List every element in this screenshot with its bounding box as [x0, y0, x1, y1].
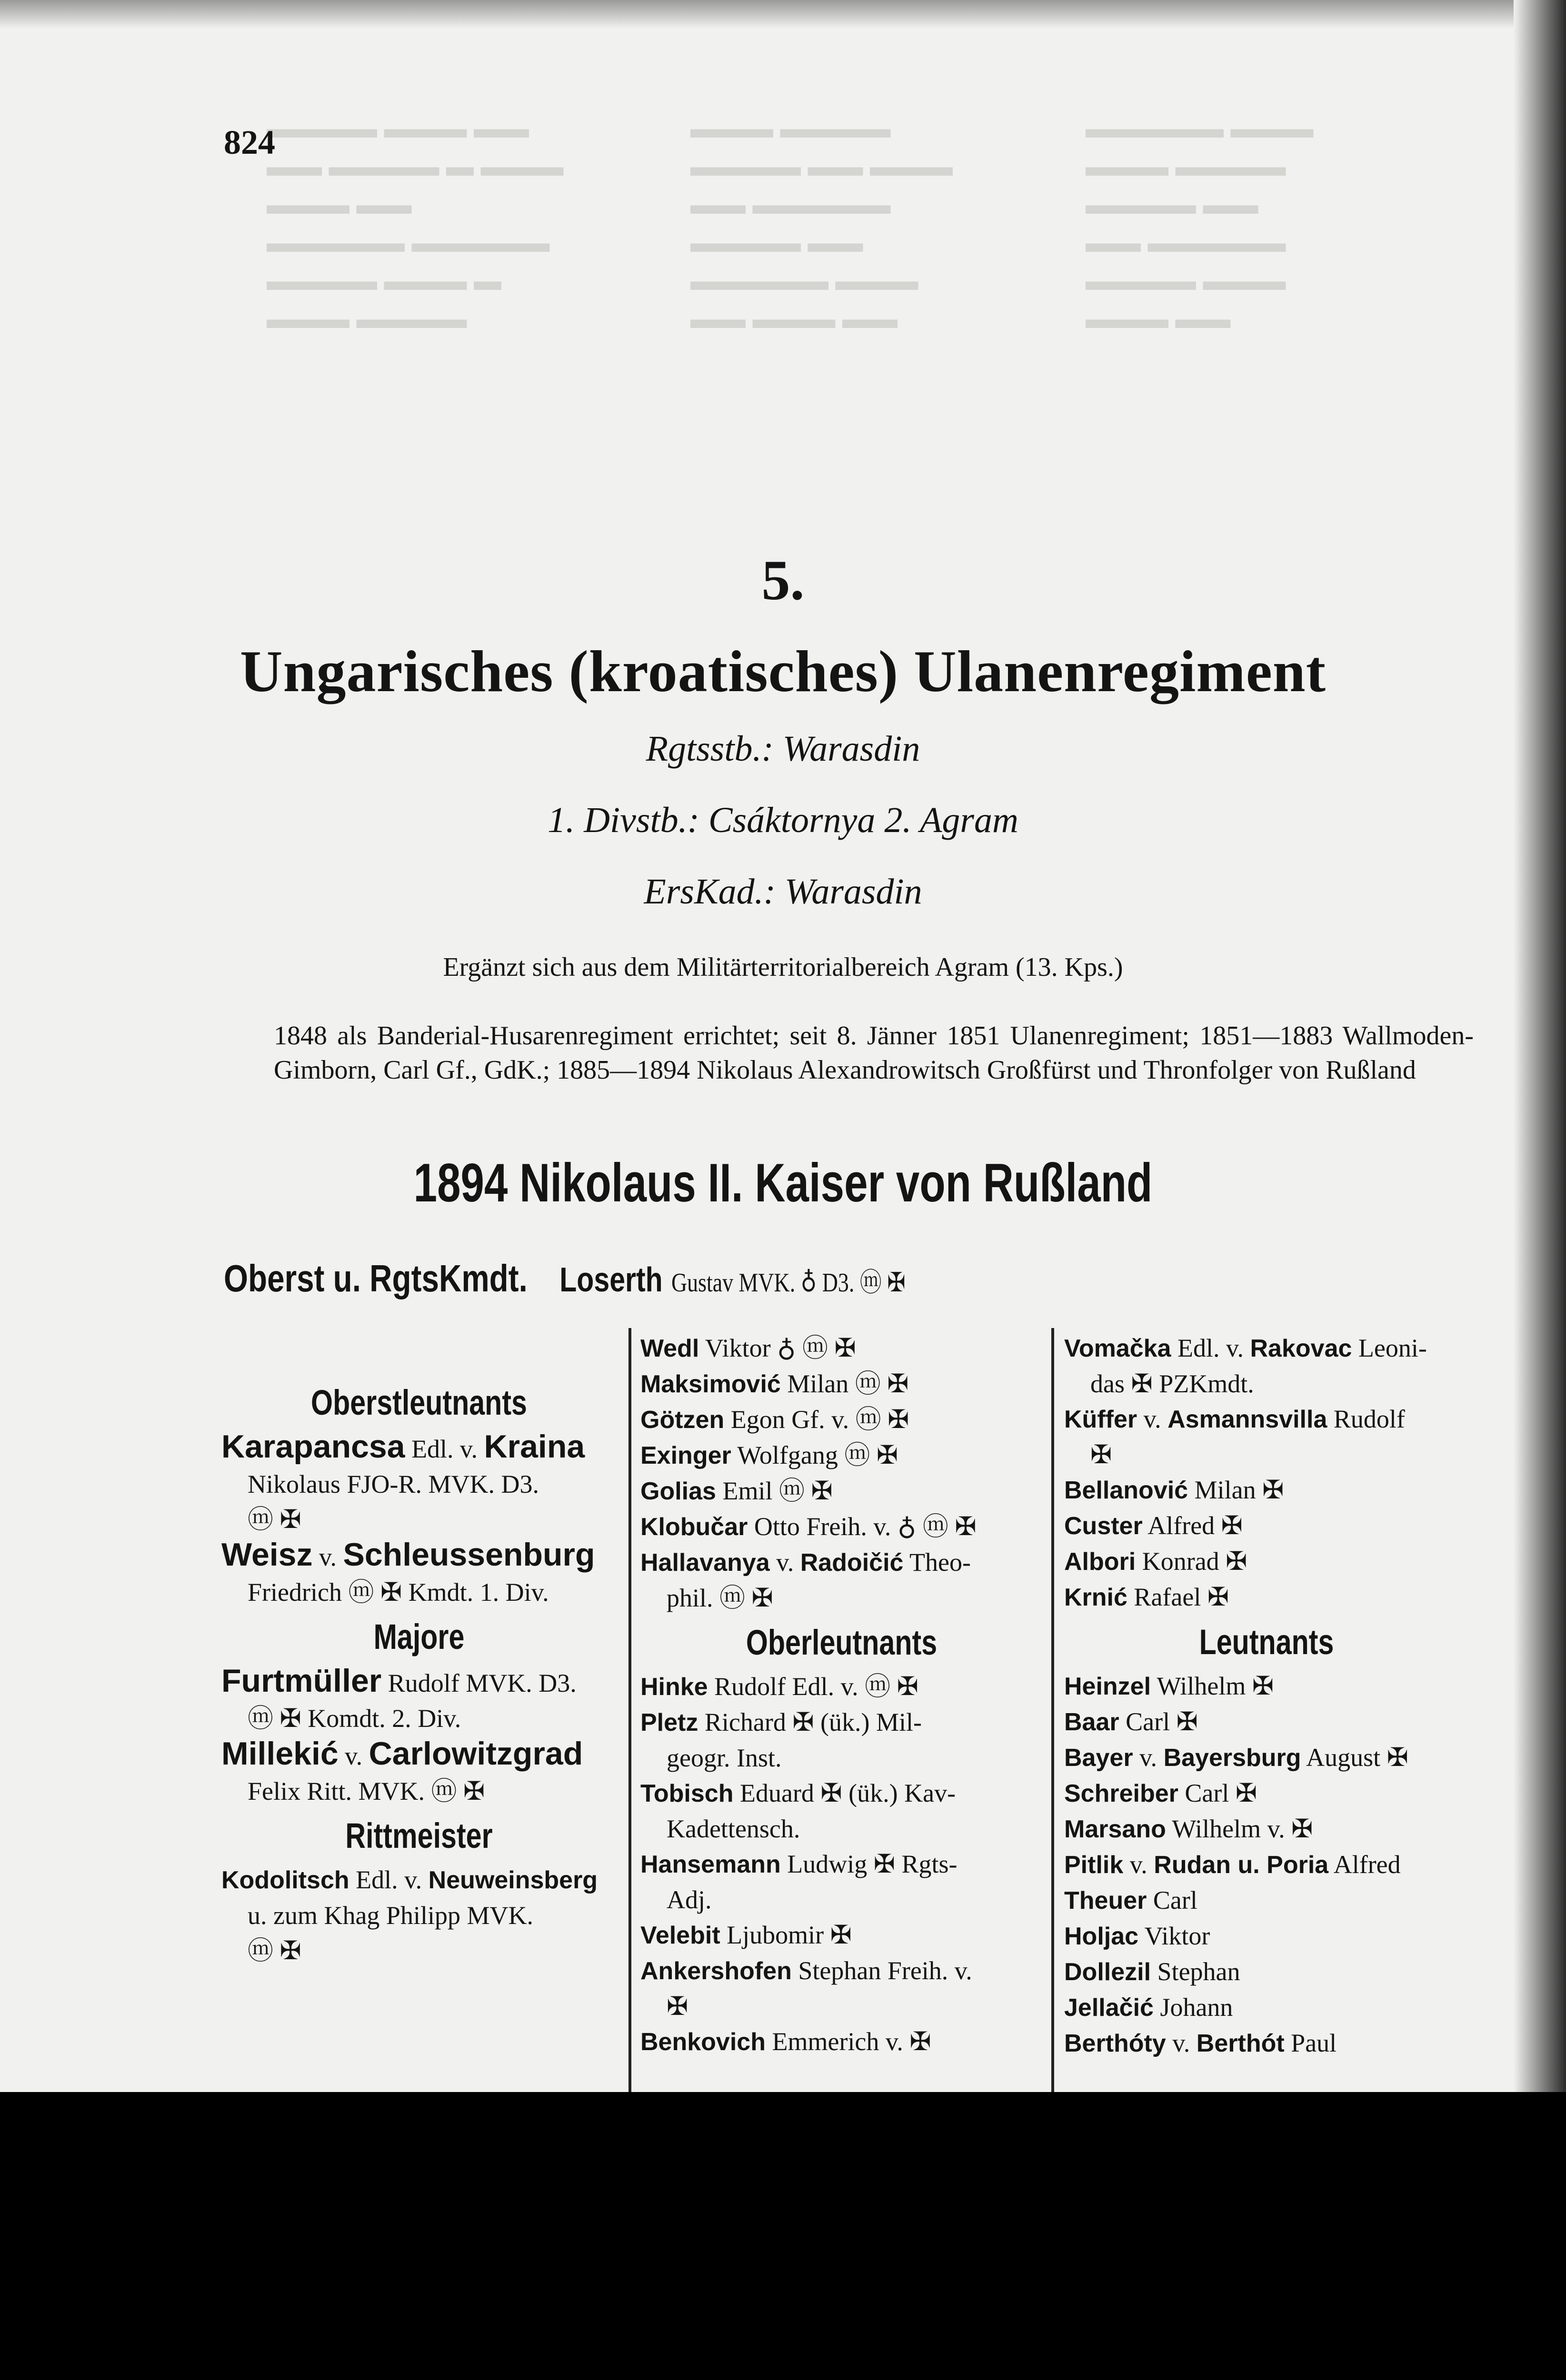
regiment-owner: 1894 Nikolaus II. Kaiser von Rußland	[413, 1153, 1153, 1213]
recruitment-note: Ergänzt sich aus dem Militärterritorialbereich Agram (13. Kps.)	[443, 952, 1123, 982]
list-item: Bellanović Milan ✠	[1064, 1476, 1284, 1504]
list-item: Exinger Wolfgang ⓜ ✠	[640, 1441, 898, 1469]
list-item: Hansemann Ludwig ✠ Rgts- Adj.	[640, 1850, 958, 1914]
column-2	[640, 1330, 1043, 2060]
list-item: Holjac Viktor	[1064, 1922, 1210, 1950]
scan-right-shadow	[1514, 0, 1566, 2092]
commander-rank: Oberst u. RgtsKmdt.	[224, 1257, 528, 1299]
list-item: Berthóty v. Berthót Paul	[1064, 2029, 1337, 2057]
list-item: Wedl Viktor ♁ ⓜ ✠	[640, 1334, 856, 1362]
regimental-staff: Rgtsstb.: Warasdin	[646, 729, 920, 769]
list-item: Custer Alfred ✠	[1064, 1511, 1243, 1540]
list-item: Theuer Carl	[1064, 1886, 1197, 1914]
heading-majore: Majore	[373, 1617, 465, 1656]
list-item: Maksimović Milan ⓜ ✠	[640, 1369, 909, 1398]
list-item: Tobisch Eduard ✠ (ük.) Kav- Kadettensch.	[640, 1779, 956, 1843]
list-item: Furtmüller Rudolf MVK. D3. ⓜ ✠ Komdt. 2. Div.	[221, 1663, 577, 1733]
list-item: Hallavanya v. Radoičić Theo- phil. ⓜ ✠	[640, 1548, 971, 1612]
list-item: Benkovich Emmerich v. ✠	[640, 2027, 931, 2056]
list-item: Hinke Rudolf Edl. v. ⓜ ✠	[640, 1672, 918, 1701]
section-number: 5.	[761, 548, 805, 612]
list-item: Baar Carl ✠	[1064, 1707, 1198, 1736]
bleed-through-right: ▬▬▬▬▬ ▬▬▬ ▬▬▬ ▬▬▬▬ ▬▬▬▬ ▬▬ ▬▬ ▬▬▬▬▬ ▬▬▬▬ ▬▬▬ ▬▬▬ ▬▬	[1086, 113, 1314, 334]
list-item: Bayer v. Bayersburg August ✠	[1064, 1743, 1408, 1772]
heading-oberleutnants: Oberleutnants	[746, 1623, 938, 1662]
list-item: Schreiber Carl ✠	[1064, 1779, 1257, 1807]
list-item: Velebit Ljubomir ✠	[640, 1921, 852, 1949]
regiment-title: Ungarisches (kroatisches) Ulanenregiment	[239, 639, 1327, 704]
list-item: Albori Konrad ✠	[1064, 1547, 1247, 1576]
list-item: Pitlik v. Rudan u. Poria Alfred	[1064, 1850, 1401, 1879]
commander-details: Gustav MVK. ♁ D3. ⓜ ✠	[671, 1268, 906, 1298]
list-item: Dollezil Stephan	[1064, 1957, 1240, 1986]
reserve-cadre: ErsKad.: Warasdin	[644, 872, 922, 912]
column-divider-2	[1051, 1328, 1054, 2092]
heading-leutnants: Leutnants	[1199, 1622, 1334, 1662]
list-item: Krnić Rafael ✠	[1064, 1583, 1229, 1611]
list-item: Kodolitsch Edl. v. Neuweinsberg u. zum Khag Philipp MVK. ⓜ ✠	[221, 1865, 598, 1965]
list-item: Küffer v. Asmannsvilla Rudolf ✠	[1064, 1405, 1405, 1469]
heading-oberstleutnants: Oberstleutnants	[311, 1383, 527, 1422]
list-item: Pletz Richard ✠ (ük.) Mil- geogr. Inst.	[640, 1708, 922, 1772]
list-item: Golias Emil ⓜ ✠	[640, 1477, 833, 1505]
scan-top-edge	[0, 0, 1566, 29]
commander-line	[224, 1257, 906, 1300]
bleed-through-left: ▬▬▬▬ ▬▬▬ ▬▬ ▬▬ ▬▬▬▬ ▬ ▬▬▬ ▬▬▬ ▬▬ ▬▬▬▬▬ ▬▬▬▬▬ ▬▬▬▬ ▬▬▬ ▬ ▬▬▬ ▬▬▬▬	[267, 113, 564, 334]
list-item: Heinzel Wilhelm ✠	[1064, 1672, 1274, 1700]
list-item: Marsano Wilhelm v. ✠	[1064, 1815, 1313, 1843]
list-item: Karapancsa Edl. v. Kraina Nikolaus FJO-R. MVK. D3. ⓜ ✠	[221, 1428, 585, 1534]
list-item: Jellačić Johann	[1064, 1993, 1233, 2022]
commander-name: Loserth	[559, 1261, 663, 1299]
column-1	[221, 1330, 617, 1968]
list-item: Weisz v. Schleussenburg Friedrich ⓜ ✠ Kmdt. 1. Div.	[221, 1537, 595, 1606]
page-number: 824	[224, 123, 275, 161]
list-item: Klobučar Otto Freih. v. ♁ ⓜ ✠	[640, 1512, 977, 1541]
division-staff: 1. Divstb.: Csáktornya 2. Agram	[548, 800, 1018, 840]
list-item: Ankershofen Stephan Freih. v. ✠	[640, 1956, 972, 2021]
regiment-history: 1848 als Banderial-Husarenregiment errichtet; seit 8. Jänner 1851 Ulanenregiment; 1851—1883 Wallmoden-Gimborn, Carl Gf., GdK.; 1885—1894 Nikolaus Alexandrowitsch Großfürst und Thronfolger von Rußland	[274, 1021, 1474, 1085]
heading-rittmeister: Rittmeister	[345, 1816, 493, 1855]
list-item: Vomačka Edl. v. Rakovac Leoni- das ✠ PZKmdt.	[1064, 1334, 1427, 1398]
bleed-through-middle: ▬▬▬ ▬▬▬▬ ▬▬▬▬ ▬▬ ▬▬▬ ▬▬ ▬▬▬▬▬ ▬▬▬▬ ▬▬ ▬▬▬▬▬ ▬▬▬ ▬▬ ▬▬▬ ▬▬	[690, 113, 953, 334]
column-divider-1	[628, 1328, 631, 2092]
list-item: Millekić v. Carlowitzgrad Felix Ritt. MVK. ⓜ ✠	[221, 1735, 583, 1805]
column-3	[1064, 1330, 1469, 2061]
list-item: Götzen Egon Gf. v. ⓜ ✠	[640, 1405, 909, 1434]
